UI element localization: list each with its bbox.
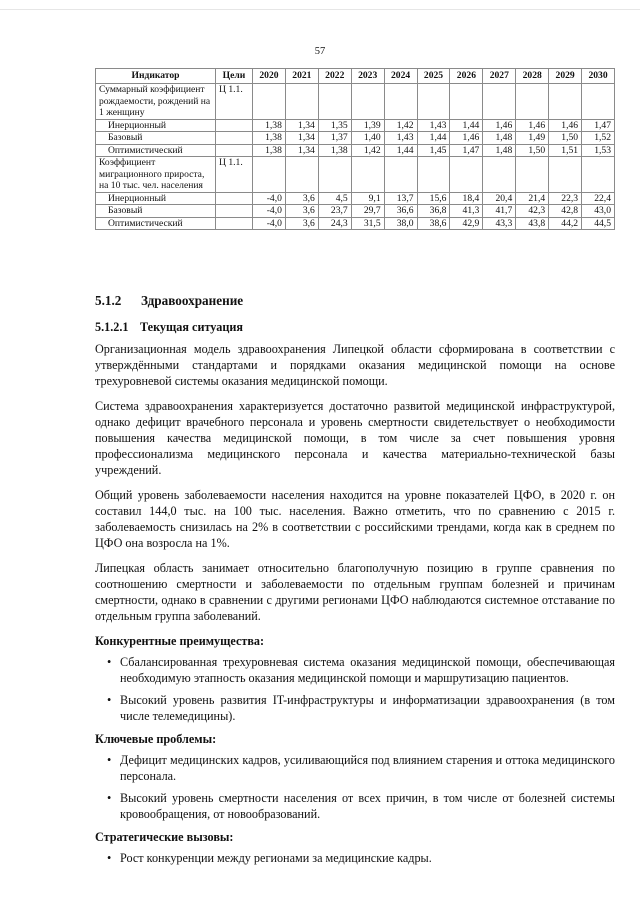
header-indicator: Индикатор [96, 69, 216, 84]
list-item [95, 654, 615, 686]
indicator-name: Коэффициент миграционного прироста, на 10 тыс. чел. населения [96, 157, 216, 193]
table-header-row [96, 69, 615, 84]
value-cell: 1,35 [318, 119, 351, 132]
value-cell: 1,44 [417, 132, 450, 145]
value-cell: 1,50 [516, 144, 549, 157]
value-cell: 29,7 [351, 205, 384, 218]
header-year: 2020 [253, 69, 286, 84]
value-cell: 1,53 [582, 144, 615, 157]
value-cell: 1,38 [253, 144, 286, 157]
table-row [96, 144, 615, 157]
list-item [95, 752, 615, 784]
value-cell: 13,7 [384, 192, 417, 205]
value-cell: -4,0 [253, 205, 286, 218]
value-cell: 1,40 [351, 132, 384, 145]
list-item [95, 850, 615, 866]
empty-cell [417, 157, 450, 193]
value-cell: 3,6 [285, 217, 318, 230]
value-cell: 1,47 [450, 144, 483, 157]
value-cell: 1,37 [318, 132, 351, 145]
value-cell: 1,50 [549, 132, 582, 145]
table-body [96, 84, 615, 230]
value-cell: 24,3 [318, 217, 351, 230]
paragraph: Система здравоохранения характеризуется достаточно развитой медицинской инфраструктурой, однако дефицит врачебного персонала и уровень смертности свидетельствует о необходимости повышения качества медицинской помощи, в том числе за счет повышения уровня профессионализма медицинского персонала и качества материально-технической базы учреждений. [95, 399, 615, 477]
empty-cell [285, 84, 318, 120]
value-cell: 1,38 [253, 132, 286, 145]
empty-cell [483, 84, 516, 120]
problems-title: Ключевые проблемы: [95, 732, 217, 746]
scenario-name: Базовый [96, 132, 216, 145]
indicator-row [96, 84, 615, 120]
empty-cell [516, 84, 549, 120]
value-cell: 9,1 [351, 192, 384, 205]
value-cell: 3,6 [285, 205, 318, 218]
list-item [95, 790, 615, 822]
value-cell: 42,3 [516, 205, 549, 218]
value-cell: 21,4 [516, 192, 549, 205]
bullet-icon: • [107, 791, 112, 805]
advantages-title: Конкурентные преимущества: [95, 634, 265, 648]
indicator-goal: Ц 1.1. [216, 157, 253, 193]
table-row [96, 192, 615, 205]
empty-cell [253, 157, 286, 193]
empty-cell [285, 157, 318, 193]
subsection-number: 5.1.2.1 [95, 320, 129, 334]
empty-cell [582, 157, 615, 193]
header-year: 2027 [483, 69, 516, 84]
subsection-title: Текущая ситуация [140, 320, 243, 334]
empty-cell [549, 84, 582, 120]
value-cell: 1,42 [351, 144, 384, 157]
value-cell: 1,48 [483, 144, 516, 157]
empty-cell [216, 119, 253, 132]
empty-cell [216, 192, 253, 205]
header-year: 2028 [516, 69, 549, 84]
header-year: 2026 [450, 69, 483, 84]
table-row [96, 205, 615, 218]
scenario-name: Инерционный [96, 192, 216, 205]
empty-cell [253, 84, 286, 120]
empty-cell [417, 84, 450, 120]
paragraph: Общий уровень заболеваемости населения находится на уровне показателей ЦФО, в 2020 г. он составил 144,0 тыс. на 100 тыс. населения. Важно отметить, что по сравнению с 2015 г. заболеваемость снизилась на 2% в соответствии с российскими трендами, когда как в среднем по ЦФО она возросла на 1%. [95, 488, 615, 550]
value-cell: 20,4 [483, 192, 516, 205]
value-cell: 44,5 [582, 217, 615, 230]
page-number: 57 [314, 46, 326, 57]
list-item-text: Сбалансированная трехуровневая система оказания медицинской помощи, обеспечивающая необходимую этапность оказания медицинской помощи и маршрутизацию пациентов. [120, 655, 615, 685]
header-year: 2022 [318, 69, 351, 84]
empty-cell [318, 157, 351, 193]
value-cell: 43,8 [516, 217, 549, 230]
scenario-name: Оптимистический [96, 217, 216, 230]
value-cell: 41,7 [483, 205, 516, 218]
indicator-name: Суммарный коэффициент рождаемости, рождений на 1 женщину [96, 84, 216, 120]
empty-cell [351, 157, 384, 193]
value-cell: 1,45 [417, 144, 450, 157]
bullet-icon: • [107, 753, 112, 767]
empty-cell [216, 217, 253, 230]
indicator-row [96, 157, 615, 193]
value-cell: 1,38 [318, 144, 351, 157]
value-cell: -4,0 [253, 217, 286, 230]
bullet-icon: • [107, 693, 112, 707]
value-cell: 1,49 [516, 132, 549, 145]
empty-cell [216, 144, 253, 157]
section-number: 5.1.2 [95, 293, 122, 308]
value-cell: 1,43 [417, 119, 450, 132]
problems-list [95, 752, 615, 822]
paragraph: Липецкая область занимает относительно благополучную позицию в группе сравнения по соотношению смертности и заболеваемости по отдельным группам болезней и причинам смертности, однако в сравнении с другими регионами ЦФО наблюдаются системное отставание по отдельным группа заболеваний. [95, 561, 615, 623]
list-item-text: Высокий уровень развития IT-инфраструктуры и информатизации здравоохранения (в том числе телемедицины). [120, 693, 615, 723]
value-cell: 42,8 [549, 205, 582, 218]
value-cell: 1,34 [285, 144, 318, 157]
value-cell: 1,46 [450, 132, 483, 145]
section-title: Здравоохранение [141, 293, 244, 308]
value-cell: 1,46 [483, 119, 516, 132]
list-item [95, 692, 615, 724]
empty-cell [483, 157, 516, 193]
empty-cell [318, 84, 351, 120]
header-goal: Цели [216, 69, 253, 84]
advantages-list [95, 654, 615, 724]
empty-cell [216, 205, 253, 218]
scenario-name: Базовый [96, 205, 216, 218]
value-cell: 1,51 [549, 144, 582, 157]
indicators-table [95, 68, 615, 230]
value-cell: 23,7 [318, 205, 351, 218]
empty-cell [216, 132, 253, 145]
empty-cell [582, 84, 615, 120]
table-row [96, 119, 615, 132]
header-year: 2024 [384, 69, 417, 84]
value-cell: 42,9 [450, 217, 483, 230]
header-year: 2029 [549, 69, 582, 84]
value-cell: 1,48 [483, 132, 516, 145]
scenario-name: Инерционный [96, 119, 216, 132]
empty-cell [549, 157, 582, 193]
empty-cell [516, 157, 549, 193]
value-cell: 1,47 [582, 119, 615, 132]
value-cell: 22,3 [549, 192, 582, 205]
empty-cell [450, 84, 483, 120]
value-cell: 38,0 [384, 217, 417, 230]
empty-cell [384, 157, 417, 193]
challenges-list [95, 850, 615, 866]
value-cell: 3,6 [285, 192, 318, 205]
subsection-heading [95, 319, 615, 335]
value-cell: -4,0 [253, 192, 286, 205]
challenges-title: Стратегические вызовы: [95, 830, 234, 844]
value-cell: 1,42 [384, 119, 417, 132]
value-cell: 31,5 [351, 217, 384, 230]
indicator-goal: Ц 1.1. [216, 84, 253, 120]
value-cell: 4,5 [318, 192, 351, 205]
value-cell: 43,0 [582, 205, 615, 218]
header-year: 2025 [417, 69, 450, 84]
value-cell: 15,6 [417, 192, 450, 205]
value-cell: 1,43 [384, 132, 417, 145]
table-row [96, 132, 615, 145]
list-item-text: Рост конкуренции между регионами за медицинские кадры. [120, 851, 432, 865]
value-cell: 1,44 [450, 119, 483, 132]
table-row [96, 217, 615, 230]
section-heading [95, 293, 615, 309]
value-cell: 38,6 [417, 217, 450, 230]
value-cell: 36,8 [417, 205, 450, 218]
value-cell: 1,52 [582, 132, 615, 145]
empty-cell [450, 157, 483, 193]
list-item-text: Высокий уровень смертности населения от всех причин, в том числе от болезней системы кровообращения, от новообразований. [120, 791, 615, 821]
value-cell: 1,39 [351, 119, 384, 132]
page-top-border [0, 9, 640, 10]
header-year: 2021 [285, 69, 318, 84]
value-cell: 1,34 [285, 119, 318, 132]
value-cell: 41,3 [450, 205, 483, 218]
value-cell: 1,46 [549, 119, 582, 132]
value-cell: 43,3 [483, 217, 516, 230]
value-cell: 1,46 [516, 119, 549, 132]
empty-cell [351, 84, 384, 120]
main-content [95, 293, 615, 873]
value-cell: 18,4 [450, 192, 483, 205]
value-cell: 36,6 [384, 205, 417, 218]
bullet-icon: • [107, 851, 112, 865]
value-cell: 44,2 [549, 217, 582, 230]
header-year: 2023 [351, 69, 384, 84]
value-cell: 22,4 [582, 192, 615, 205]
value-cell: 1,34 [285, 132, 318, 145]
empty-cell [384, 84, 417, 120]
value-cell: 1,44 [384, 144, 417, 157]
paragraph: Организационная модель здравоохранения Липецкой области сформирована в соответствии с утверждёнными стандартами и порядками оказания медицинской помощи на основе трехуровневой системы оказания медицинской помощи. [95, 342, 615, 388]
header-year: 2030 [582, 69, 615, 84]
bullet-icon: • [107, 655, 112, 669]
scenario-name: Оптимистический [96, 144, 216, 157]
value-cell: 1,38 [253, 119, 286, 132]
list-item-text: Дефицит медицинских кадров, усиливающийся под влиянием старения и оттока медицинского персонала. [120, 753, 615, 783]
